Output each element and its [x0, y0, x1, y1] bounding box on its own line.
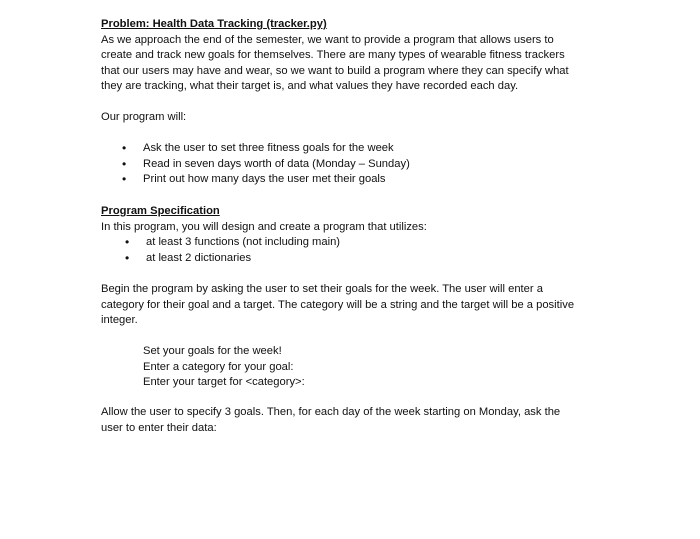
bullet-icon: • — [122, 141, 127, 155]
problem-heading: Problem: Health Data Tracking (tracker.py) — [101, 18, 327, 30]
bullet-icon: • — [122, 172, 127, 187]
spec-section — [101, 204, 621, 235]
intro-line: As we approach the end of the semester, we want to provide a program that allows users to — [101, 33, 554, 46]
bullet-icon: • — [125, 235, 130, 249]
prompt-line: Enter your target for <category>: — [143, 376, 305, 389]
begin-line: category for their goal and a target. The category will be a string and the target will be a positive — [101, 298, 575, 311]
intro-line: create and track new goals for themselves. There are many types of wearable fitness trackers — [101, 49, 565, 62]
spec-list — [125, 235, 666, 266]
problem-section — [101, 17, 621, 95]
list-item: • at least 2 dictionaries — [125, 250, 252, 265]
spec-lead: In this program, you will design and create a program that utilizes: — [101, 220, 427, 233]
begin-line: integer. — [101, 314, 138, 327]
program-will-list — [122, 141, 663, 188]
intro-line: they are tracking, what their target is, and what values they have recorded each day. — [101, 80, 519, 93]
bullet-icon: • — [122, 156, 127, 171]
prompt-line: Enter a category for your goal: — [143, 360, 294, 373]
spec-heading: Program Specification — [101, 205, 220, 217]
program-will-section — [101, 110, 621, 126]
begin-line: Begin the program by asking the user to set their goals for the week. The user will enter a — [101, 283, 543, 295]
prompt-line: Set your goals for the week! — [143, 345, 282, 357]
intro-line: that our users may have and wear, so we want to build a program where they can specify what — [101, 64, 569, 77]
list-item: • Read in seven days worth of data (Monday – Sunday) — [122, 156, 410, 171]
allow-line: Allow the user to specify 3 goals. Then, for each day of the week starting on Monday, ask the — [101, 406, 561, 418]
allow-line: user to enter their data: — [101, 421, 217, 434]
bullet-icon: • — [125, 250, 130, 265]
begin-paragraph — [101, 282, 661, 329]
list-item: • Print out how many days the user met their goals — [122, 172, 386, 187]
program-will-lead: Our program will: — [101, 111, 187, 123]
list-item: • Ask the user to set three fitness goals for the week — [122, 141, 394, 155]
list-item: • at least 3 functions (not including main) — [125, 235, 341, 249]
allow-paragraph — [101, 405, 661, 436]
prompt-example — [143, 344, 663, 391]
